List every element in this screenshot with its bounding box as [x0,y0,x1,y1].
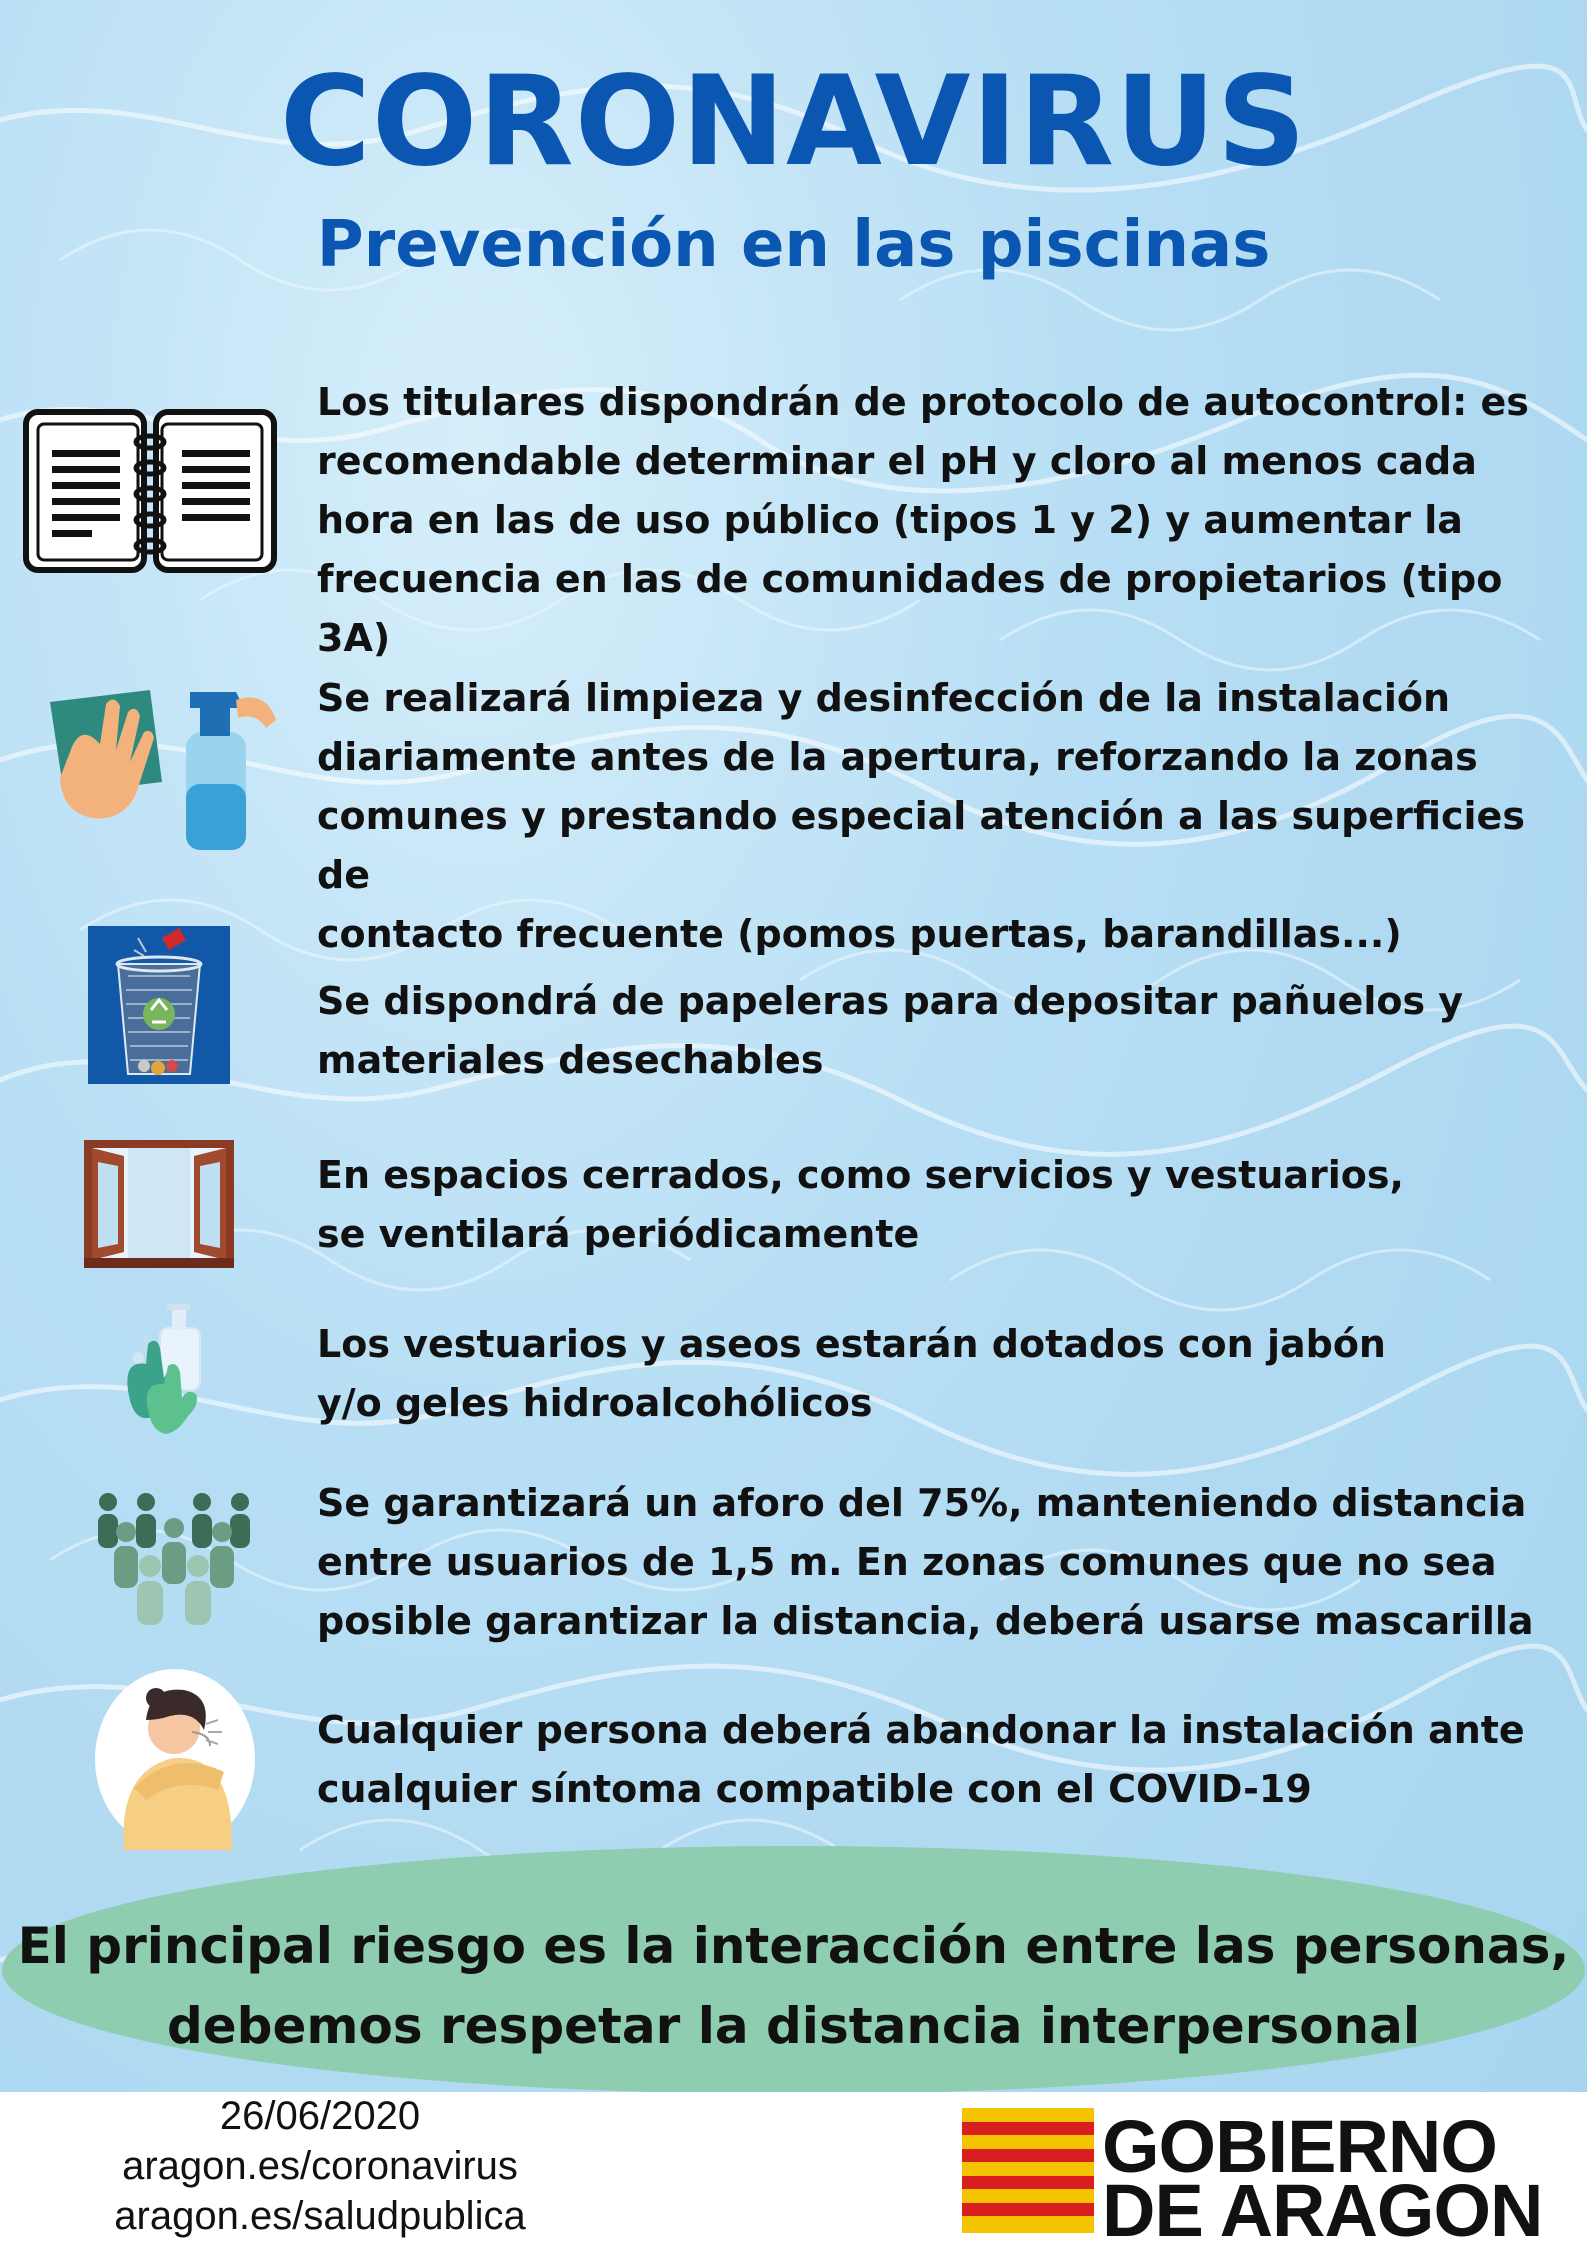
footer-date: 26/06/2020 [219,2094,421,2138]
logo-line-de-aragon: DE ARAGON [1102,2169,1543,2245]
aragon-flag-logo-icon [962,2108,1094,2233]
item-jabon-text: Los vestuarios y aseos estarán dotados con jabón y/o geles hidroalcohólicos [317,1322,1386,1425]
crowd-icon [92,1488,256,1626]
page-subtitle: Prevención en las piscinas [316,208,1271,282]
logo-line-gobierno: GOBIERNO [1102,2105,1497,2188]
cleaning-spray-icon [40,672,280,857]
item-sintomas-text: Cualquier persona deberá abandonar la instalación ante cualquier síntoma compatible con el COVID-19 [317,1708,1525,1811]
page-title: CORONAVIRUS [279,50,1308,194]
coughing-person-icon [94,1668,256,1850]
item-autocontrol-text: Los titulares dispondrán de protocolo de autocontrol: es recomendable determinar el pH y cloro al menos cada hora en las de uso público (tipos 1 y 2) y aumentar la frecuencia en las de comunidades de propietarios (tipo 3A) [317,380,1529,660]
item-limpieza-text: Se realizará limpieza y desinfección de la instalación diariamente antes de la apertura, reforzando la zonas comunes y prestando especial atención a las superficies de contacto frecuente (pomos puertas, barandillas...) [317,676,1525,956]
item-ventilacion-text: En espacios cerrados, como servicios y vestuarios, se ventilará periódicamente [317,1153,1404,1256]
notebook-icon [22,406,278,576]
footer-link-coronavirus[interactable]: aragon.es/coronavirus [122,2144,518,2188]
item-papeleras-text: Se dispondrá de papeleras para depositar pañuelos y materiales desechables [317,979,1464,1082]
recycle-bin-icon [88,926,230,1084]
key-message-text: El principal riesgo es la interacción entre las personas, debemos respetar la distancia interpersonal [17,1917,1570,2055]
footer-link-saludpublica[interactable]: aragon.es/saludpublica [114,2194,526,2238]
open-window-icon [84,1140,234,1268]
hand-soap-icon [118,1300,208,1438]
item-aforo-text: Se garantizará un aforo del 75%, manteniendo distancia entre usuarios de 1,5 m. En zonas comunes que no sea posible garantizar la distancia, deberá usarse mascarilla [317,1481,1534,1643]
